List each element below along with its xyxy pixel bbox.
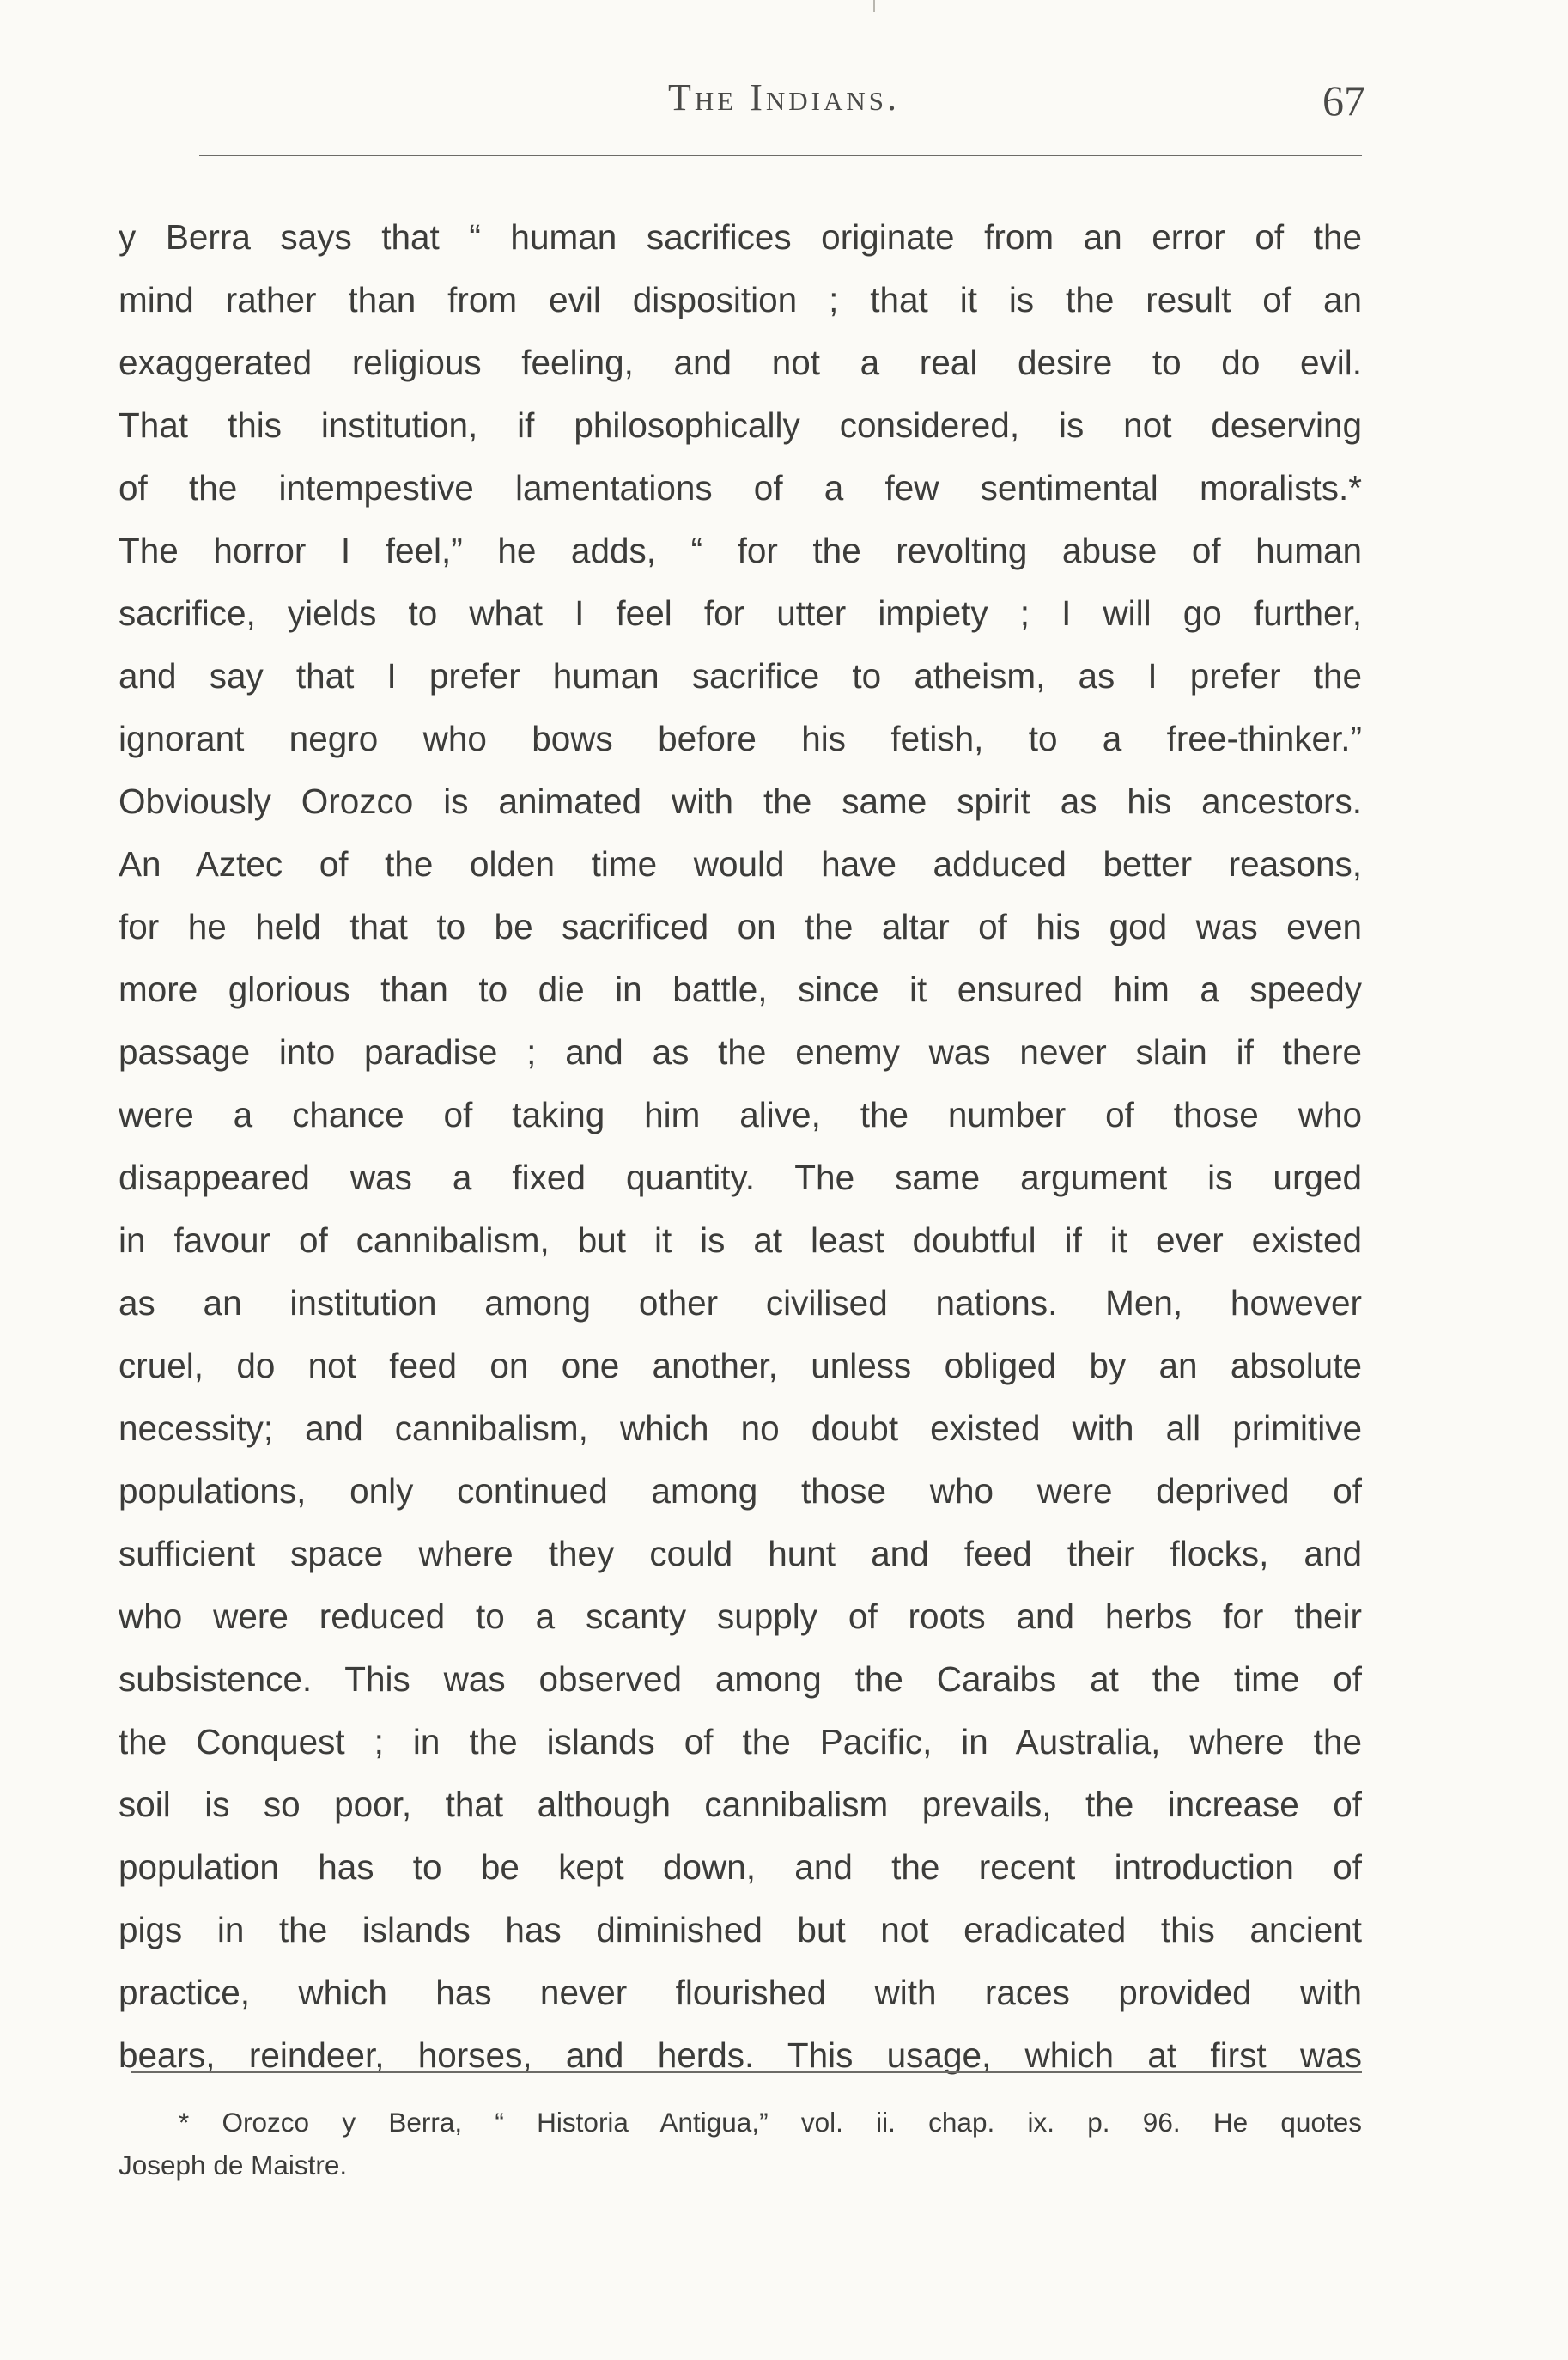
text-line: necessity; and cannibalism, which no doubt existed with all primitive — [119, 1408, 1362, 1448]
text-line: population has to be kept down, and the recent introduction of — [119, 1847, 1362, 1887]
text-line: ignorant negro who bows before his fetish, to a free-thinker.” — [119, 719, 1362, 758]
footnote-line: Joseph de Maistre. — [119, 2150, 348, 2181]
text-line: y Berra says that “ human sacrifices originate from an error of the — [119, 217, 1362, 257]
text-line: sufficient space where they could hunt and feed their flocks, and — [119, 1534, 1362, 1573]
footnote-line: * Orozco y Berra, “ Historia Antigua,” vol. ii. chap. ix. p. 96. He quotes — [179, 2107, 1362, 2138]
text-line: cruel, do not feed on one another, unless obliged by an absolute — [119, 1346, 1362, 1385]
text-line: as an institution among other civilised nations. Men, however — [119, 1283, 1362, 1323]
body-text — [119, 206, 1362, 2087]
text-line: more glorious than to die in battle, since it ensured him a speedy — [119, 970, 1362, 1009]
text-line: passage into paradise ; and as the enemy was never slain if there — [119, 1032, 1362, 1072]
header-rule — [199, 155, 1362, 156]
text-line: were a chance of taking him alive, the number of those who — [119, 1095, 1362, 1134]
text-line: mind rather than from evil disposition ; that it is the result of an — [119, 280, 1362, 319]
text-line: who were reduced to a scanty supply of roots and herbs for their — [119, 1597, 1362, 1636]
footnote-rule — [131, 2071, 1362, 2073]
text-line: soil is so poor, that although cannibalism prevails, the increase of — [119, 1785, 1362, 1824]
text-line: populations, only continued among those who were deprived of — [119, 1471, 1362, 1511]
text-line: disappeared was a fixed quantity. The same argument is urged — [119, 1158, 1362, 1197]
text-line: Obviously Orozco is animated with the same spirit as his ancestors. — [119, 782, 1362, 821]
gutter-mark — [873, 0, 875, 12]
text-line: exaggerated religious feeling, and not a real desire to do evil. — [119, 343, 1362, 382]
text-line: in favour of cannibalism, but it is at least doubtful if it ever existed — [119, 1220, 1362, 1260]
text-line: sacrifice, yields to what I feel for utter impiety ; I will go further, — [119, 593, 1362, 633]
text-line: That this institution, if philosophically considered, is not deserving — [119, 405, 1362, 445]
text-line: The horror I feel,” he adds, “ for the revolting abuse of human — [119, 531, 1362, 570]
text-line: pigs in the islands has diminished but not eradicated this ancient — [119, 1910, 1362, 1949]
page-number: 67 — [1322, 76, 1365, 125]
text-line: subsistence. This was observed among the Caraibs at the time of — [119, 1659, 1362, 1699]
text-line: An Aztec of the olden time would have adduced better reasons, — [119, 844, 1362, 884]
running-title: The Indians. — [668, 76, 900, 119]
text-line: bears, reindeer, horses, and herds. This usage, which at first was — [119, 2035, 1362, 2075]
text-line: and say that I prefer human sacrifice to atheism, as I prefer the — [119, 656, 1362, 696]
text-line: the Conquest ; in the islands of the Pacific, in Australia, where the — [119, 1722, 1362, 1761]
text-line: of the intempestive lamentations of a few sentimental moralists.* — [119, 468, 1362, 508]
text-line: practice, which has never flourished with races provided with — [119, 1973, 1362, 2012]
footnote — [119, 2101, 1362, 2187]
text-line: for he held that to be sacrificed on the altar of his god was even — [119, 907, 1362, 946]
